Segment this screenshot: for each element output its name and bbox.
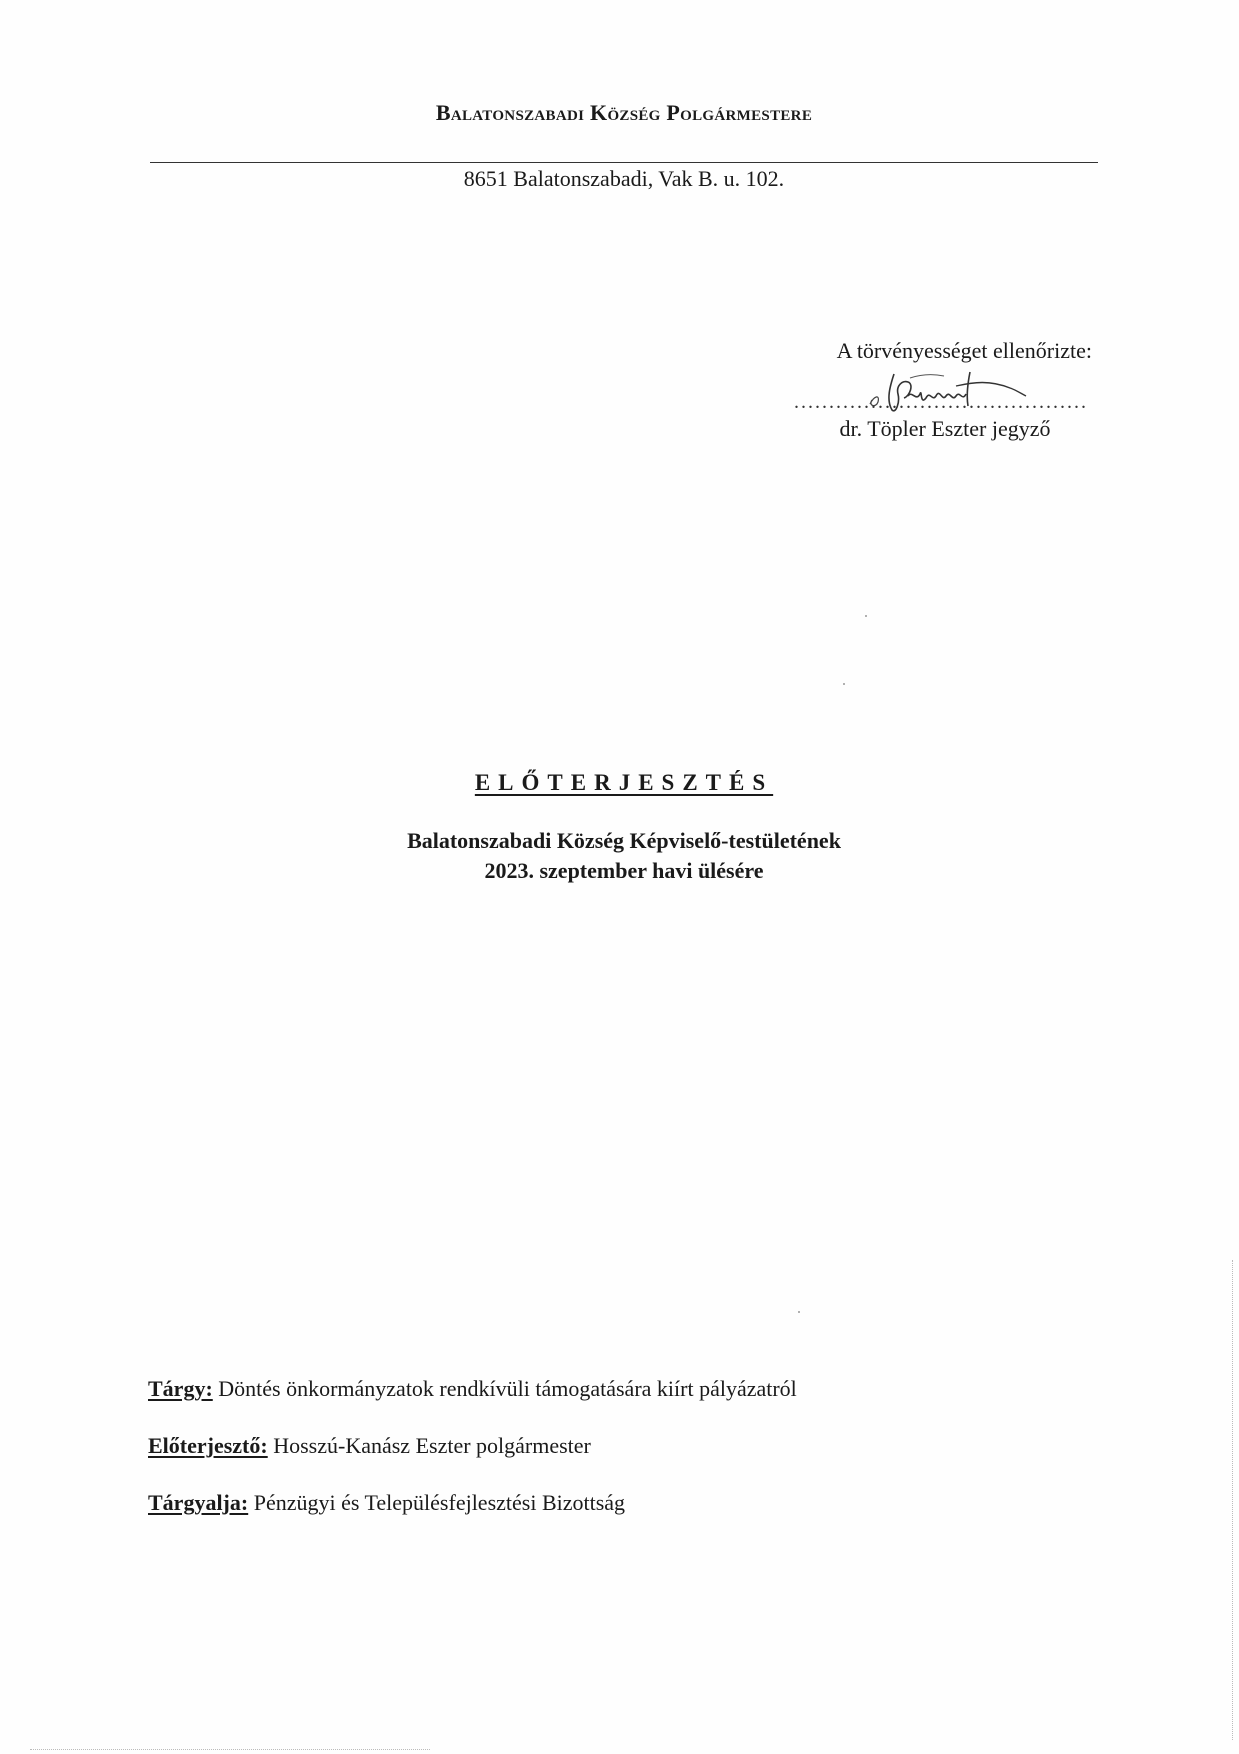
legality-check-block bbox=[770, 338, 1100, 442]
handwritten-signature bbox=[850, 366, 1040, 416]
presenter-value: Hosszú-Kanász Eszter polgármester bbox=[267, 1433, 591, 1458]
legality-label: A törvényességet ellenőrizte: bbox=[836, 338, 1092, 363]
scan-speck bbox=[865, 615, 867, 617]
scan-speck bbox=[798, 1311, 800, 1313]
scan-edge-artifact bbox=[1232, 1260, 1233, 1740]
subject-value: Döntés önkormányzatok rendkívüli támogatására kiírt pályázatról bbox=[212, 1376, 797, 1401]
document-title: ELŐTERJESZTÉS bbox=[474, 770, 774, 795]
signature-dotted-line: .......................................... bbox=[794, 391, 1088, 413]
subject-label: Tárgy: bbox=[148, 1376, 213, 1401]
subtitle-line-2: 2023. szeptember havi ülésére bbox=[484, 858, 764, 883]
subtitle-line-1: Balatonszabadi Község Képviselő-testületének bbox=[407, 828, 841, 853]
header-divider bbox=[150, 162, 1098, 163]
subject-row bbox=[148, 1376, 1098, 1402]
presenter-label: Előterjesztő: bbox=[148, 1433, 268, 1458]
discusses-value: Pénzügyi és Településfejlesztési Bizottság bbox=[248, 1490, 626, 1515]
discusses-row bbox=[148, 1490, 1098, 1516]
issuer-title: Balatonszabadi Község Polgármestere bbox=[435, 100, 813, 125]
presenter-row bbox=[148, 1433, 1098, 1459]
scan-edge-artifact bbox=[30, 1749, 430, 1750]
issuer-address: 8651 Balatonszabadi, Vak B. u. 102. bbox=[463, 166, 785, 191]
document-subtitle bbox=[150, 826, 1098, 886]
signer-name: dr. Töpler Eszter jegyző bbox=[839, 416, 1051, 441]
signature-area bbox=[770, 366, 1100, 418]
discusses-label: Tárgyalja: bbox=[148, 1490, 249, 1515]
scan-speck bbox=[843, 683, 845, 685]
